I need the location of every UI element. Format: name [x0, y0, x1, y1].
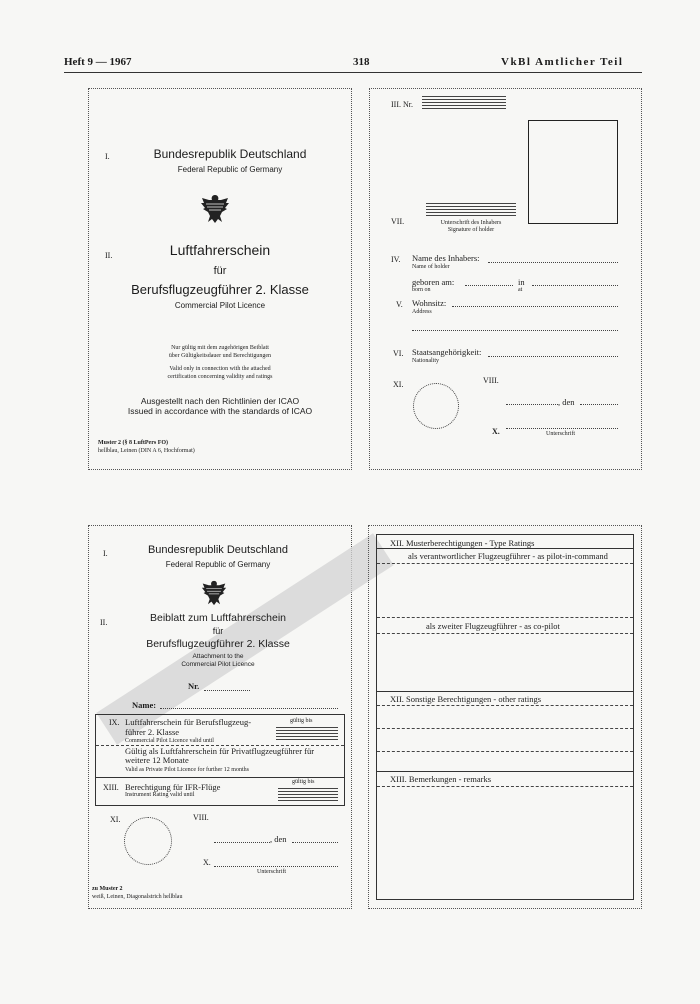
attachment-title-line3: Berufsflugzeugführer 2. Klasse [146, 638, 290, 650]
country-german: Bundesrepublik Deutschland [153, 147, 307, 161]
section-xi-label: XI. [393, 380, 404, 389]
attachment-issue-place-field [214, 842, 270, 843]
nationality-field [488, 356, 618, 357]
birth-date-english: born on [412, 287, 431, 293]
issue-place-field [506, 404, 558, 405]
ratings-box [376, 534, 634, 900]
co-pilot-rule-top [377, 617, 633, 618]
type-ratings-heading: XII. Musterberechtigungen - Type Ratings [390, 538, 535, 548]
co-pilot-rule-bottom [377, 633, 633, 634]
attachment-number-field [204, 690, 250, 691]
holder-name-label: Name des Inhabers: [412, 253, 480, 263]
attachment-footer-1: zu Muster 2 [92, 886, 123, 892]
xiii-valid-until-field [278, 788, 338, 802]
holder-signature-field [426, 203, 516, 217]
other-ratings-rule-1 [377, 705, 633, 706]
attachment-section-i-label: I. [103, 549, 108, 558]
birth-place-english: at [518, 287, 523, 293]
section-xiii-label: XIII. [103, 783, 119, 792]
photo-box [528, 120, 618, 224]
ix-english-2: Valid as Private Pilot Licence for further 12 months [125, 767, 249, 773]
federal-eagle-emblem [200, 192, 230, 226]
birth-date-label: geboren am: [412, 277, 455, 287]
birth-date-field [465, 285, 513, 286]
attachment-footer-2: weiß, Leinen, Diagonalstrich hellblau [92, 894, 183, 900]
nationality-english: Nationality [412, 358, 439, 364]
co-pilot-label: als zweiter Flugzeugführer - as co-pilot [426, 621, 560, 631]
attachment-title-line1: Beiblatt zum Luftfahrerschein [150, 612, 286, 624]
validity-german-2: über Gültigkeitsdauer und Berechtigungen [168, 353, 272, 359]
section-vii-label: VII. [391, 217, 405, 226]
other-ratings-rule-3 [377, 751, 633, 752]
attachment-country-english: Federal Republic of Germany [165, 560, 271, 569]
issue-date-separator: , den [558, 397, 575, 407]
ix-valid-until-label: gültig bis [290, 718, 313, 724]
form-footer-1: Muster 2 (§ 8 LuftPers FO) [98, 440, 169, 446]
section-iii-label: III. Nr. [391, 100, 413, 109]
attachment-english-2: Commercial Pilot Licence [181, 661, 255, 668]
section-iv-label: IV. [391, 255, 401, 264]
page-number: 318 [353, 56, 370, 68]
remarks-rule [377, 786, 633, 787]
nationality-label: Staatsangehörigkeit: [412, 347, 482, 357]
signature-label-english: Signature of holder [447, 227, 495, 233]
attachment-signature-field [214, 866, 338, 867]
attachment-section-viii-label: VIII. [193, 813, 209, 822]
section-vi-label: VI. [393, 349, 404, 358]
address-label: Wohnsitz: [412, 298, 447, 308]
country-english: Federal Republic of Germany [177, 165, 283, 174]
official-signature-label: Unterschrift [546, 431, 575, 437]
attachment-eagle-emblem [201, 578, 227, 608]
section-x-label: X. [492, 427, 500, 436]
xiii-valid-until-label: gültig bis [292, 779, 315, 785]
issue-date-field [580, 404, 618, 405]
address-field-1 [452, 306, 618, 307]
attachment-date-separator: , den [270, 834, 287, 844]
validity-german-1: Nur gültig mit dem zugehörigen Beiblatt [171, 345, 269, 351]
ix-valid-until-field [276, 727, 338, 741]
other-ratings-rule-top [377, 691, 633, 692]
attachment-title-line2: für [212, 626, 224, 636]
ix-line-1: Luftfahrerschein für Berufsflugzeug- [125, 717, 252, 727]
type-ratings-rule [377, 548, 633, 549]
attachment-number-label: Nr. [188, 681, 200, 691]
signature-label-german: Unterschrift des Inhabers [440, 220, 502, 226]
attachment-section-x-label: X. [203, 858, 211, 867]
attachment-name-label: Name: [132, 700, 157, 710]
other-ratings-rule-2 [377, 728, 633, 729]
holder-name-english: Name of holder [412, 264, 450, 270]
issued-english: Issued in accordance with the standards of ICAO [127, 406, 313, 416]
attachment-section-xi-label: XI. [110, 815, 121, 824]
official-signature-field [506, 428, 618, 429]
address-field-2 [412, 330, 618, 331]
attachment-signature-label: Unterschrift [257, 869, 286, 875]
address-english: Address [412, 309, 432, 315]
other-ratings-heading: XII. Sonstige Berechtigungen - other ratings [390, 694, 542, 704]
attachment-country-german: Bundesrepublik Deutschland [147, 544, 289, 556]
birth-place-field [532, 285, 618, 286]
xiii-english: Instrument Rating valid until [125, 792, 195, 798]
attachment-seal-circle [124, 817, 172, 865]
remarks-rule-top [377, 771, 633, 772]
xiii-line-1: Berechtigung für IFR-Flüge [125, 782, 221, 792]
pic-rule [377, 563, 633, 564]
attachment-english-1: Attachment to the [192, 653, 244, 660]
validity-english-2: certification concerning validity and ratings [167, 374, 273, 380]
section-i-label: I. [105, 152, 110, 161]
xiii-divider [95, 777, 345, 778]
ix-english: Commercial Pilot Licence valid until [125, 738, 214, 744]
holder-name-field [488, 262, 618, 263]
attachment-name-field [160, 708, 338, 709]
section-v-label: V. [396, 300, 403, 309]
remarks-heading: XIII. Bemerkungen - remarks [390, 774, 492, 784]
birth-place-label: in [518, 277, 525, 287]
validity-english-1: Valid only in connection with the attached [169, 366, 271, 372]
section-ii-label: II. [105, 251, 113, 260]
licence-title-line3: Berufsflugzeugführer 2. Klasse [131, 282, 309, 297]
section-ix-label: IX. [109, 718, 120, 727]
form-footer-2: hellblau, Leinen (DIN A 6, Hochformat) [98, 448, 195, 454]
licence-title-english: Commercial Pilot Licence [174, 301, 266, 310]
licence-title-line1: Luftfahrerschein [169, 242, 271, 258]
official-seal-circle [413, 383, 459, 429]
issued-german: Ausgestellt nach den Richtlinien der ICAO [140, 396, 300, 406]
ix-line-3: Gültig als Luftfahrerschein für Privatflugzeugführer für weitere 12 Monate [125, 746, 315, 765]
attachment-issue-date-field [292, 842, 338, 843]
pilot-in-command-label: als verantwortlicher Flugzeugführer - as pilot-in-command [408, 551, 608, 561]
attachment-section-ii-label: II. [100, 618, 108, 627]
header-left: Heft 9 — 1967 [64, 56, 132, 68]
header-right: VkBl Amtlicher Teil [501, 56, 624, 68]
ix-line-2: führer 2. Klasse [125, 727, 180, 737]
header-rule [64, 72, 642, 73]
section-viii-label: VIII. [483, 376, 499, 385]
licence-number-field [422, 96, 506, 110]
licence-title-line2: für [213, 265, 227, 277]
